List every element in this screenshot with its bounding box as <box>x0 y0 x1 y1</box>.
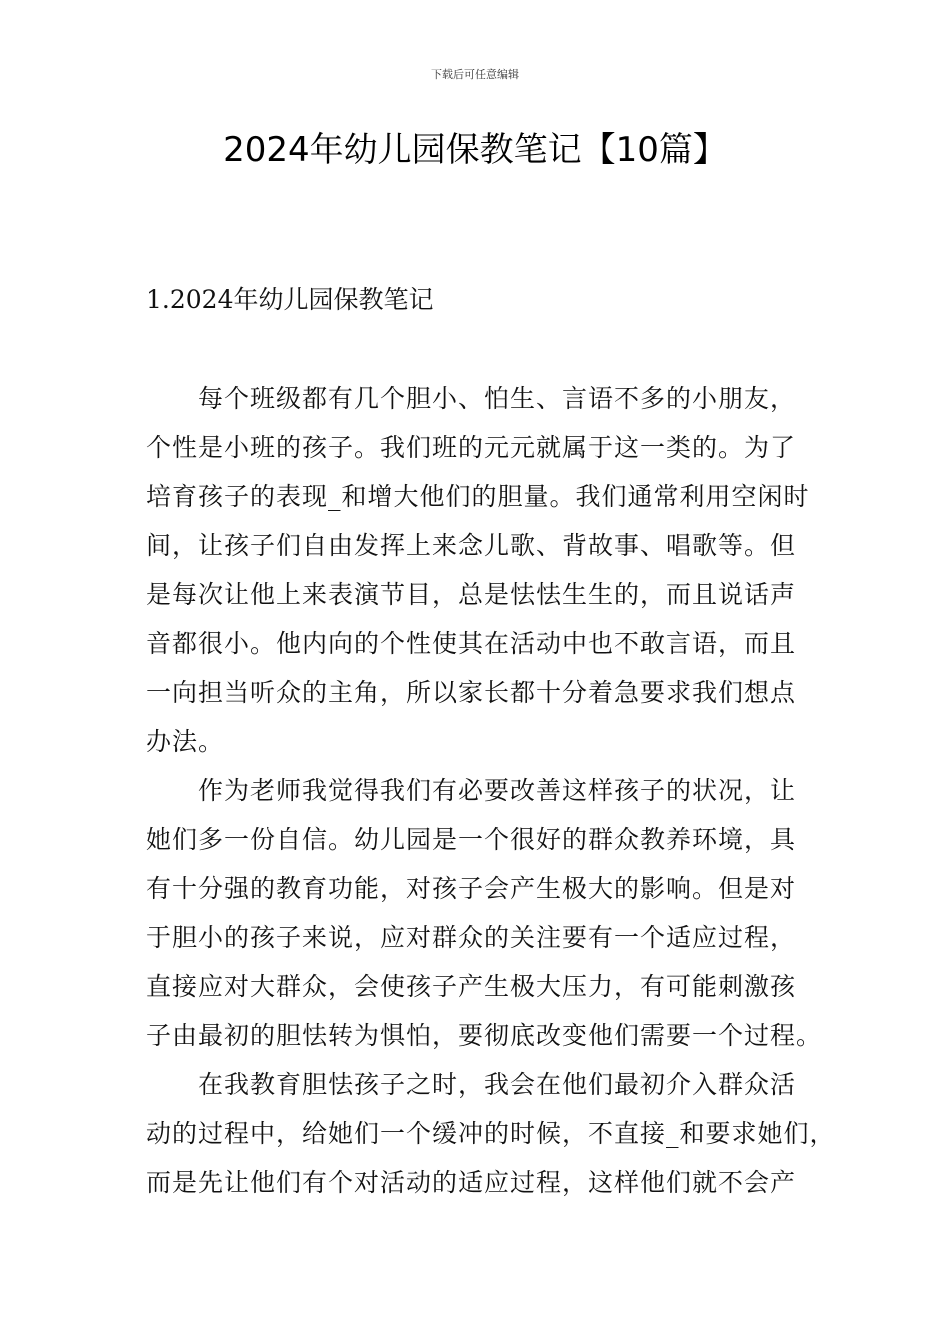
document-title: 2024年幼儿园保教笔记【10篇】 <box>223 130 727 170</box>
paragraph-line: 子由最初的胆怯转为惧怕，要彻底改变他们需要一个过程。 <box>146 1021 823 1050</box>
body-text <box>146 374 836 1207</box>
paragraph-line: 办法。 <box>146 727 225 756</box>
paragraph-3 <box>146 1060 836 1207</box>
paragraph-1 <box>146 374 826 766</box>
paragraph-line: 动的过程中，给她们一个缓冲的时候，不直接_和要求她们， <box>146 1119 836 1148</box>
paragraph-line: 而是先让他们有个对活动的适应过程，这样他们就不会产 <box>146 1168 797 1197</box>
paragraph-line: 培育孩子的表现_和增大他们的胆量。我们通常利用空闲时 <box>146 482 810 511</box>
paragraph-line: 在我教育胆怯孩子之时，我会在他们最初介入群众活 <box>198 1070 797 1099</box>
paragraph-line: 她们多一份自信。幼儿园是一个很好的群众教养环境，具 <box>146 825 797 854</box>
header-note: 下载后可任意编辑 <box>431 68 519 81</box>
paragraph-line: 有十分强的教育功能，对孩子会产生极大的影响。但是对 <box>146 874 797 903</box>
paragraph-line: 作为老师我觉得我们有必要改善这样孩子的状况，让 <box>198 776 797 805</box>
paragraph-line: 直接应对大群众，会使孩子产生极大压力，有可能刺激孩 <box>146 972 797 1001</box>
paragraph-line: 间，让孩子们自由发挥上来念儿歌、背故事、唱歌等。但 <box>146 531 797 560</box>
paragraph-line: 音都很小。他内向的个性使其在活动中也不敢言语，而且 <box>146 629 797 658</box>
paragraph-line: 个性是小班的孩子。我们班的元元就属于这一类的。为了 <box>146 433 797 462</box>
paragraph-line: 每个班级都有几个胆小、怕生、言语不多的小朋友， <box>198 384 797 413</box>
section-heading: 1.2024年幼儿园保教笔记 <box>146 285 434 314</box>
paragraph-2 <box>146 766 826 1060</box>
paragraph-line: 一向担当听众的主角，所以家长都十分着急要求我们想点 <box>146 678 797 707</box>
paragraph-line: 是每次让他上来表演节目，总是怯怯生生的，而且说话声 <box>146 580 797 609</box>
paragraph-line: 于胆小的孩子来说，应对群众的关注要有一个适应过程， <box>146 923 797 952</box>
